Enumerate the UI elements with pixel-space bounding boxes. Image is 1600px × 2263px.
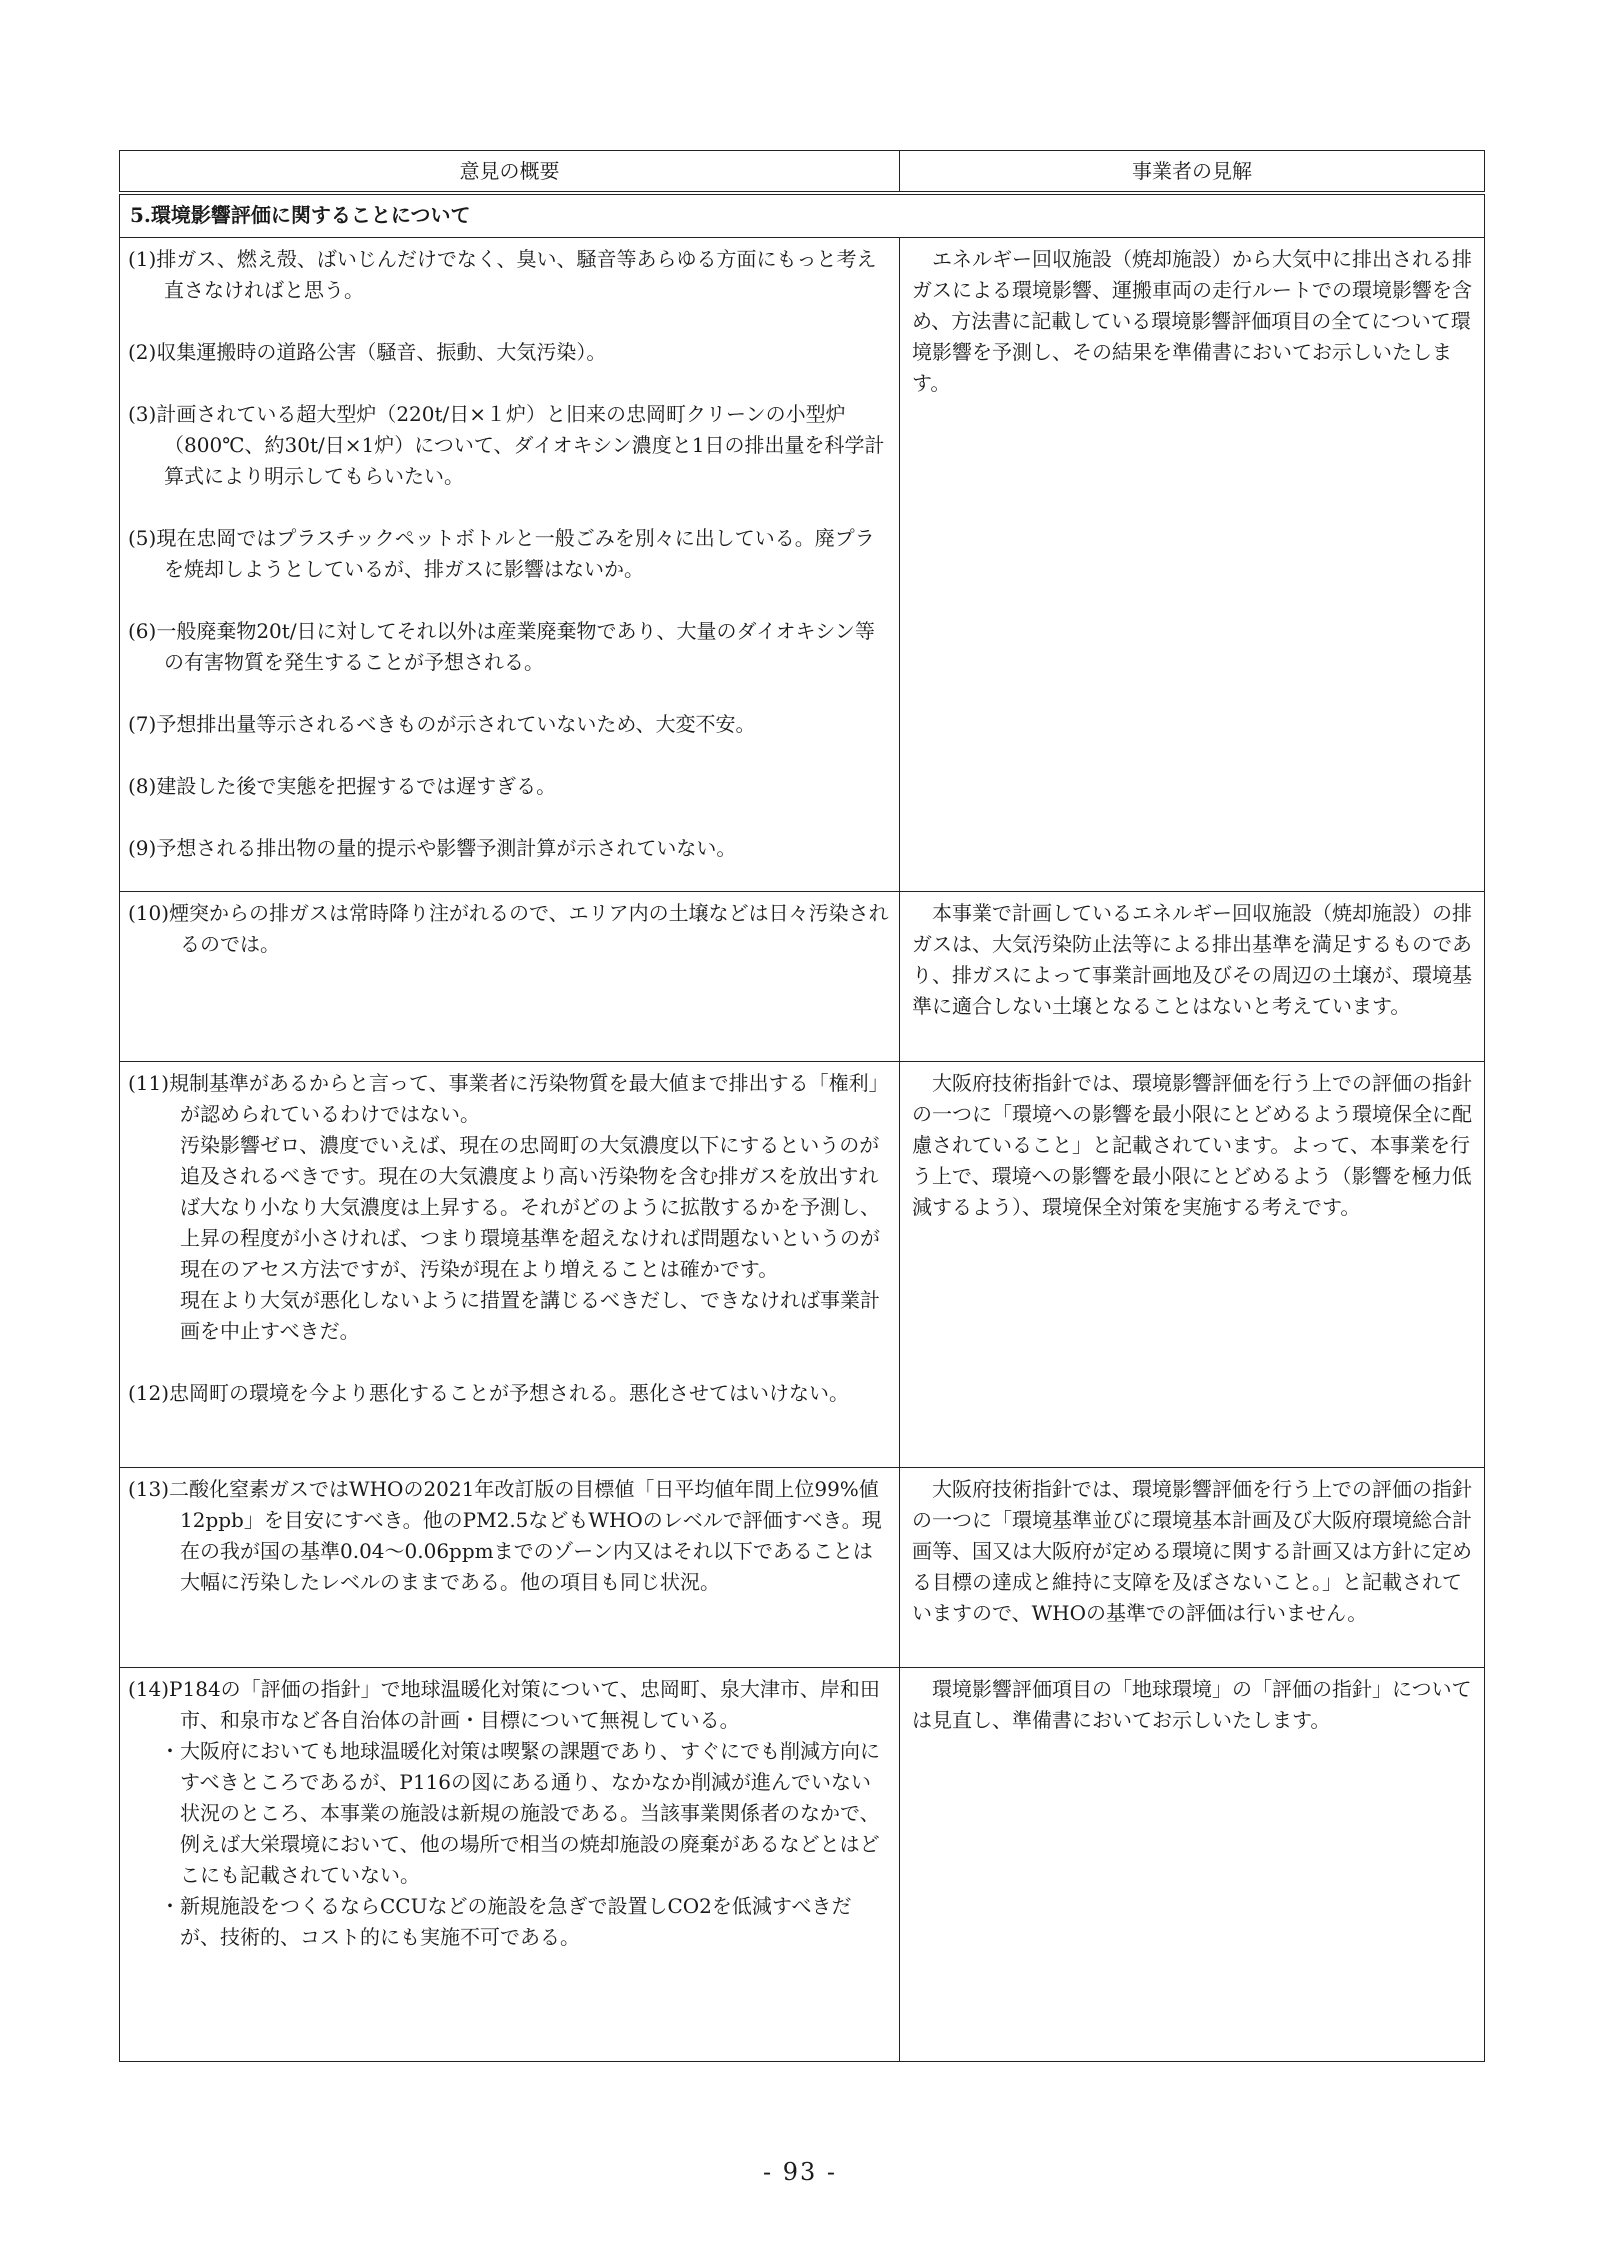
opinion-item-1: (1)排ガス、燃え殻、ばいじんだけでなく、臭い、騒音等あらゆる方面にもっと考え直さなければと思う。 — [128, 247, 877, 302]
opinion-item-13: (13)二酸化窒素ガスではWHOの2021年改訂版の目標値「日平均値年間上位99%値12ppb」を目安にすべき。他のPM2.5などもWHOのレベルで評価すべき。現在の我が国の基準0.04～0.06ppmまでのゾーン内又はそれ以下であることは大幅に汚染したレベルのままである。他の項目も同じ状況。 — [128, 1477, 882, 1594]
opinion-item-12: (12)忠岡町の環境を今より悪化することが予想される。悪化させてはいけない。 — [128, 1381, 850, 1405]
section-title: 5.環境影響評価に関することについて — [120, 193, 1485, 238]
opinion-item-3: (3)計画されている超大型炉（220t/日×１炉）と旧来の忠岡町クリーンの小型炉（800℃、約30t/日×1炉）について、ダイオキシン濃度と1日の排出量を科学計算式により明示してもらいたい。 — [128, 402, 885, 488]
opinion-item-9: (9)予想される排出物の量的提示や影響予測計算が示されていない。 — [128, 836, 737, 860]
response-text: 大阪府技術指針では、環境影響評価を行う上での評価の指針の一つに「環境への影響を最小限にとどめるよう環境保全に配慮されていること」と記載されています。よって、本事業を行う上で、環境への影響を最小限にとどめるよう（影響を極力低減するよう）、環境保全対策を実施する考えです。 — [912, 1071, 1472, 1219]
table-row — [120, 1062, 1485, 1468]
opinion-item-10: (10)煙突からの排ガスは常時降り注がれるので、エリア内の土壌などは日々汚染されるのでは。 — [128, 901, 889, 956]
response-cell — [900, 1668, 1485, 2062]
table-row — [120, 892, 1485, 1062]
opinion-item-5: (5)現在忠岡ではプラスチックペットボトルと一般ごみを別々に出している。廃プラを焼却しようとしているが、排ガスに影響はないか。 — [128, 526, 875, 581]
opinion-item-7: (7)予想排出量等示されるべきものが示されていないため、大変不安。 — [128, 712, 756, 736]
response-text: 大阪府技術指針では、環境影響評価を行う上での評価の指針の一つに「環境基準並びに環境基本計画及び大阪府環境総合計画等、国又は大阪府が定める環境に関する計画又は方針に定める目標の達成と維持に支障を及ぼさないこと。」と記載されていますので、WHOの基準での評価は行いません。 — [912, 1477, 1472, 1625]
response-text: 本事業で計画しているエネルギー回収施設（焼却施設）の排ガスは、大気汚染防止法等による排出基準を満足するものであり、排ガスによって事業計画地及びその周辺の土壌が、環境基準に適合しない土壌となることはないと考えています。 — [912, 901, 1472, 1018]
section-row — [120, 193, 1485, 238]
response-text: エネルギー回収施設（焼却施設）から大気中に排出される排ガスによる環境影響、運搬車両の走行ルートでの環境影響を含め、方法書に記載している環境影響評価項目の全てについて環境影響を予測し、その結果を準備書においてお示しいたします。 — [912, 247, 1472, 395]
response-cell — [900, 1062, 1485, 1468]
opinion-cell — [120, 238, 900, 892]
opinion-item-6: (6)一般廃棄物20t/日に対してそれ以外は産業廃棄物であり、大量のダイオキシン等の有害物質を発生することが予想される。 — [128, 619, 875, 674]
opinion-cell — [120, 892, 900, 1062]
response-cell — [900, 1468, 1485, 1668]
table-header-row — [120, 151, 1485, 194]
opinion-item-14: (14)P184の「評価の指針」で地球温暖化対策について、忠岡町、泉大津市、岸和田市、和泉市など各自治体の計画・目標について無視している。 ・大阪府においても地球温暖化対策は喫緊の課題であり、すぐにでも削減方向にすべきところであるが、P116の図にある通り、なかなか削減が進んでいない状況のところ、本事業の施設は新規の施設である。当該事業関係者のなかで、例えば大栄環境において、他の場所で相当の焼却施設の廃棄があるなどとはどこにも記載されていない。 ・新規施設をつくるならCCUなどの施設を急ぎで設置しCO2を低減すべきだが、技術的、コスト的にも実施不可である。 — [128, 1674, 889, 1953]
header-business-response: 事業者の見解 — [900, 151, 1485, 194]
opinion-item-14-bullet: ・大阪府においても地球温暖化対策は喫緊の課題であり、すぐにでも削減方向にすべきところであるが、P116の図にある通り、なかなか削減が進んでいない状況のところ、本事業の施設は新規の施設である。当該事業関係者のなかで、例えば大栄環境において、他の場所で相当の焼却施設の廃棄があるなどとはどこにも記載されていない。 — [160, 1739, 880, 1887]
opinion-item-8: (8)建設した後で実態を把握するでは遅すぎる。 — [128, 774, 557, 798]
page-number: - 93 - — [762, 2158, 837, 2186]
opinion-item-14-bullet: ・新規施設をつくるならCCUなどの施設を急ぎで設置しCO2を低減すべきだが、技術的、コスト的にも実施不可である。 — [160, 1894, 852, 1949]
table-row — [120, 238, 1485, 892]
opinion-item-11: (11)規制基準があるからと言って、事業者に汚染物質を最大値まで排出する「権利」が認められているわけではない。 汚染影響ゼロ、濃度でいえば、現在の忠岡町の大気濃度以下にするというのが追及されるべきです。現在の大気濃度より高い汚染物を含む排ガスを放出すれば大なり小なり大気濃度は上昇する。それがどのように拡散するかを予測し、上昇の程度が小さければ、つまり環境基準を超えなければ問題ないというのが現在のアセス方法ですが、汚染が現在より増えることは確かです。 現在より大気が悪化しないように措置を講じるべきだし、できなければ事業計画を中止すべきだ。 — [128, 1068, 889, 1347]
response-text: 環境影響評価項目の「地球環境」の「評価の指針」については見直し、準備書においてお示しいたします。 — [912, 1677, 1472, 1732]
comments-table — [119, 150, 1485, 2062]
opinion-item-2: (2)収集運搬時の道路公害（騒音、振動、大気汚染）。 — [128, 340, 607, 364]
opinion-item-11-paragraph: 汚染影響ゼロ、濃度でいえば、現在の忠岡町の大気濃度以下にするというのが追及されるべきです。現在の大気濃度より高い汚染物を含む排ガスを放出すれば大なり小なり大気濃度は上昇する。それがどのように拡散するかを予測し、上昇の程度が小さければ、つまり環境基準を超えなければ問題ないというのが現在のアセス方法ですが、汚染が現在より増えることは確かです。 — [180, 1133, 880, 1281]
opinion-item-11-paragraph: 現在より大気が悪化しないように措置を講じるべきだし、できなければ事業計画を中止すべきだ。 — [180, 1288, 880, 1343]
table-row — [120, 1468, 1485, 1668]
opinion-cell — [120, 1668, 900, 2062]
response-cell — [900, 238, 1485, 892]
table-row — [120, 1668, 1485, 2062]
response-cell — [900, 892, 1485, 1062]
opinion-cell — [120, 1062, 900, 1468]
opinion-cell — [120, 1468, 900, 1668]
header-opinion-summary: 意見の概要 — [120, 151, 900, 194]
